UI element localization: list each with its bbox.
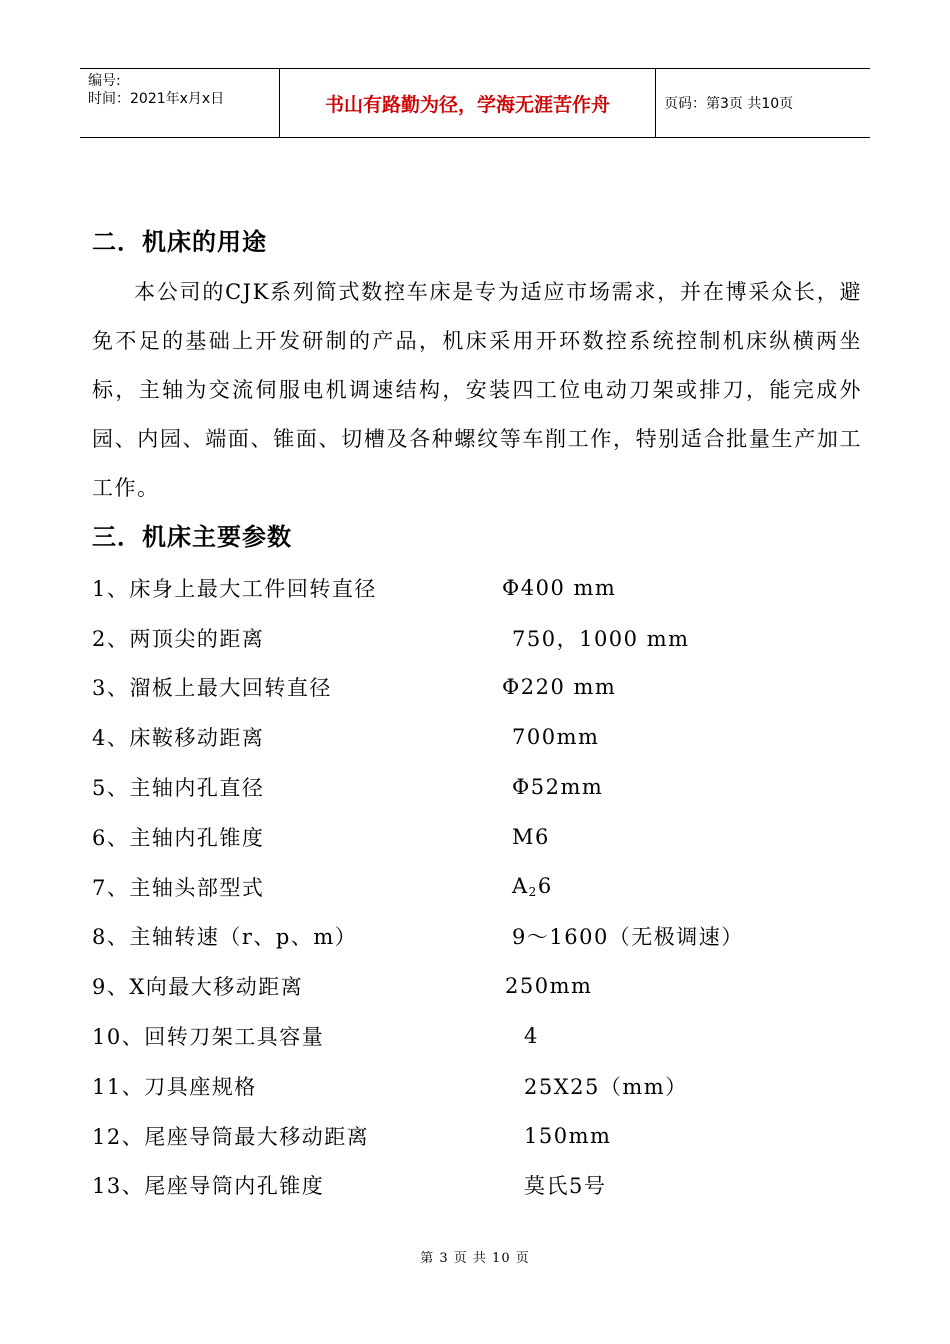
param-value: 750，1000 mm [512, 626, 690, 651]
number-label: 编号: [88, 73, 121, 89]
param-value: 莫氏5号 [524, 1174, 607, 1199]
param-value: 250mm [505, 974, 593, 999]
param-row [92, 563, 862, 613]
params-list [92, 563, 862, 1210]
param-value: M6 [512, 824, 550, 849]
param-row [92, 663, 862, 713]
param-value: 4 [524, 1024, 539, 1049]
param-value: 150mm [524, 1123, 612, 1148]
header-motto: 书山有路勤为径，学海无涯苦作舟 [280, 69, 656, 137]
param-name: 6、主轴内孔锥度 [92, 825, 265, 850]
param-name: 9、X向最大移动距离 [92, 975, 304, 1000]
param-name: 10、回转刀架工具容量 [92, 1025, 325, 1050]
section-title-usage: 二．机床的用途 [92, 227, 267, 256]
param-row [92, 862, 862, 912]
param-name: 3、溜板上最大回转直径 [92, 676, 332, 701]
section-title-params: 三．机床主要参数 [92, 522, 292, 551]
document-body [92, 222, 862, 1210]
param-name: 2、两顶尖的距离 [92, 626, 265, 651]
param-value: 9～1600（无极调速） [512, 925, 744, 950]
param-row [92, 812, 862, 862]
param-name: 5、主轴内孔直径 [92, 776, 265, 801]
param-name: 7、主轴头部型式 [92, 875, 265, 900]
param-value-tail: 6 [537, 874, 553, 899]
param-row [92, 762, 862, 812]
param-value: 25X25（mm） [524, 1074, 688, 1099]
param-name: 13、尾座导筒内孔锥度 [92, 1174, 325, 1199]
param-row [92, 613, 862, 663]
header-page-info: 页码：第3页 共10页 [664, 96, 794, 112]
param-value: Φ400 mm [502, 575, 617, 600]
page-footer: 第 3 页 共 10 页 [420, 1251, 530, 1266]
param-name: 4、床鞍移动距离 [92, 726, 265, 751]
param-value [502, 874, 553, 899]
usage-paragraph: 本公司的CJK系列简式数控车床是专为适应市场需求，并在博采众长，避免不足的基础上开发研制的产品，机床采用开环数控系统控制机床纵横两坐标，主轴为交流伺服电机调速结构，安装四工位电动刀架或排刀，能完成外园、内园、端面、锥面、切槽及各种螺纹等车削工作，特别适合批量生产加工工作。 [92, 280, 862, 500]
time-label: 时间：2021年x月x日 [88, 91, 225, 107]
param-value-subscript: 2 [528, 885, 538, 900]
param-value-main: A [512, 874, 529, 899]
param-row [92, 961, 862, 1011]
param-name: 12、尾座导筒最大移动距离 [92, 1124, 370, 1149]
param-value: 700mm [512, 725, 600, 750]
param-value: Φ52mm [512, 775, 604, 800]
param-row [92, 1061, 862, 1111]
param-row [92, 1011, 862, 1061]
param-name: 11、刀具座规格 [92, 1074, 257, 1099]
page-header [80, 68, 870, 138]
param-name: 1、床身上最大工件回转直径 [92, 576, 377, 601]
param-name: 8、主轴转速（r、p、m） [92, 925, 358, 950]
header-meta [80, 69, 280, 137]
param-row [92, 912, 862, 962]
param-value: Φ220 mm [502, 675, 617, 700]
param-row [92, 1111, 862, 1161]
param-row [92, 712, 862, 762]
param-row [92, 1161, 862, 1211]
